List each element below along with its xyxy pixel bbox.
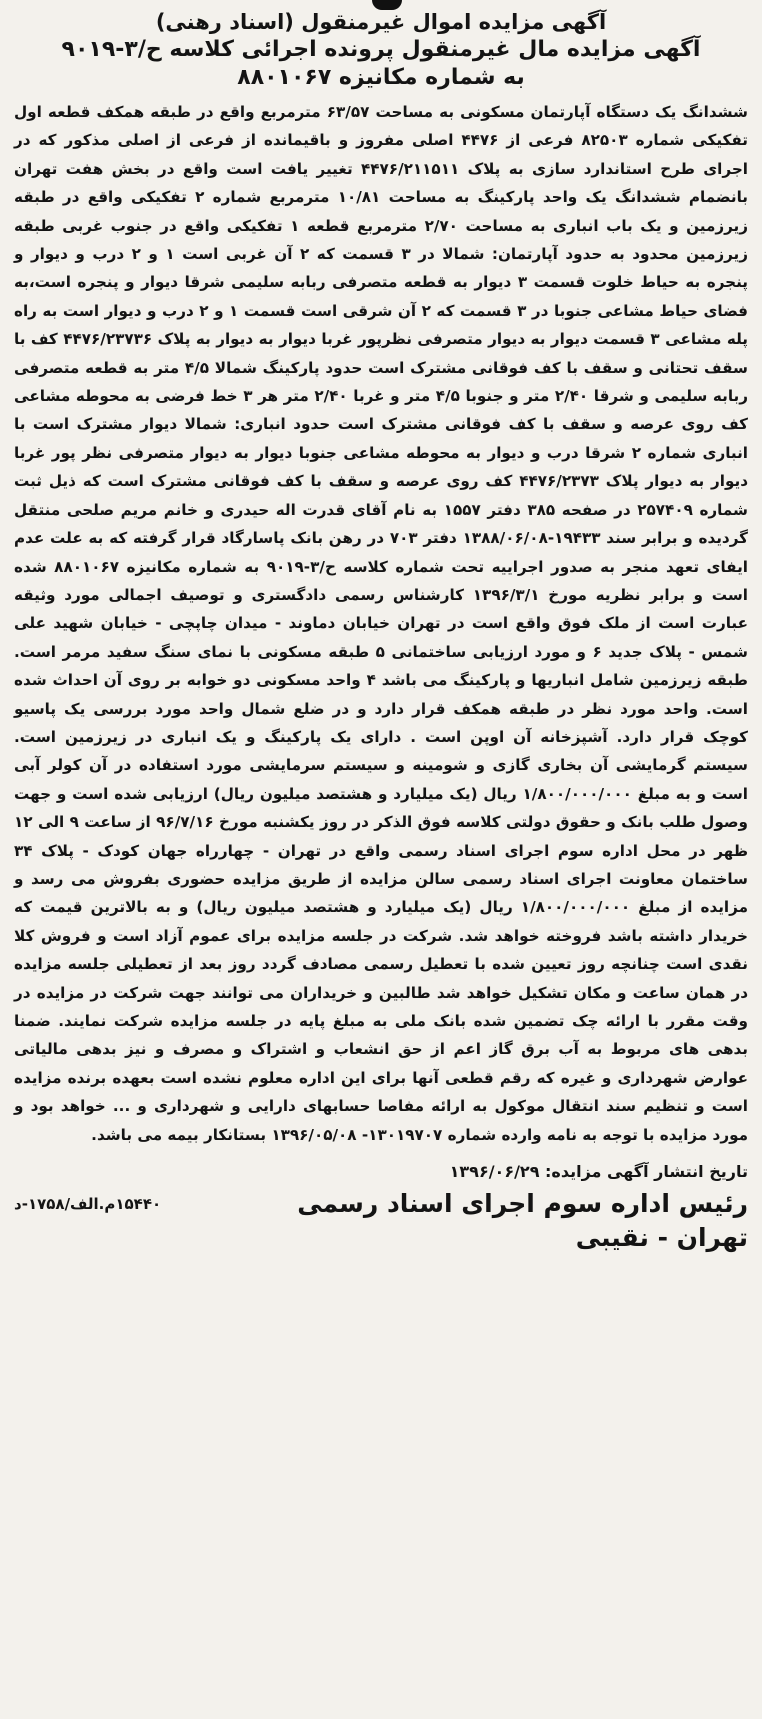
mechanized-number: به شماره مکانیزه ۸۸۰۱۰۶۷ [237,65,525,90]
notice-header [14,8,748,92]
signature-name: تهران - نقیبی [575,1223,748,1253]
signature [297,1187,748,1255]
notice-title: آگهی مزایده اموال غیرمنقول (اسناد رهنی) [155,10,607,34]
publication-date: تاریخ انتشار آگهی مزایده: ۱۳۹۶/۰۶/۲۹ [449,1162,748,1182]
notice-footer [14,1159,748,1255]
notice-code: ۱۵۴۴۰م.الف/۱۷۵۸-د [14,1195,162,1214]
signature-title: رئیس اداره سوم اجرای اسناد رسمی [297,1189,748,1219]
notice-body: ششدانگ یک دستگاه آپارتمان مسکونی به مساحت ۶۳/۵۷ مترمربع واقع در طبقه همکف قطعه اول تفکیکی شماره ۸۲۵۰۳ فرعی از ۴۴۷۶ اصلی مفروز و باقیمانده از فرعی از اصلی مذکور که در اجرای طرح استاندارد سازی به پلاک ۴۴۷۶/۲۱۱۵۱۱ تغییر یافت است واقع در بخش هفت تهران بانضمام ششدانگ یک واحد پارکینگ به مساحت ۱۰/۸۱ مترمربع شماره ۲ تفکیکی واقع در طبقه زیرزمین و یک باب انباری به مساحت ۲/۷۰ مترمربع قطعه ۱ تفکیکی واقع در جنوب غربی طبقه زیرزمین محدود به حدود آپارتمان: شمالا در ۳ قسمت که ۲ آن غربی است ۱ و ۲ درب و دیوار و پنجره به حیاط خلوت قسمت ۳ دیوار به قطعه متصرفی ربابه سلیمی شرقا دیوار و پنجره است،به فضای حیاط مشاعی جنوبا در ۳ قسمت که ۲ آن شرقی است قسمت ۱ و ۲ درب و دیوار است به راه پله مشاعی ۳ قسمت دیوار به دیوار متصرفی نظرپور غربا دیوار به دیوار به پلاک ۴۴۷۶/۲۳۷۳۶ کف با سقف تحتانی و سقف با کف فوقانی مشترک است حدود پارکینگ شمالا ۴/۵ متر به قطعه متصرفی ربابه سلیمی و شرقا ۲/۴۰ متر و جنوبا ۴/۵ متر و غربا ۲/۴۰ متر هر ۳ خط فرضی به محوطه مشاعی کف روی عرصه و سقف با کف فوقانی مشترک است حدود انباری: شمالا دیوار مشترک است با انباری شماره ۲ شرقا درب و دیوار به محوطه مشاعی جنوبا دیوار به دیوار متصرفی نظر پور غربا دیوار به دیوار پلاک ۴۴۷۶/۲۳۷۳ کف روی عرصه و سقف با کف فوقانی مشترک است که ذیل ثبت شماره ۲۵۷۴۰۹ در صفحه ۳۸۵ دفتر ۱۵۵۷ به نام آقای قدرت اله حیدری و خانم مریم صلحی منتقل گردیده و برابر سند ۱۹۴۳۳-۱۳۸۸/۰۶/۰۸ دفتر ۷۰۳ در رهن بانک پاسارگاد قرار گرفته که به علت عدم ایفای تعهد منجر به صدور اجراییه تحت شماره کلاسه ح/۳-۹۰۱۹ به شماره مکانیزه ۸۸۰۱۰۶۷ شده است و برابر نظریه مورخ ۱۳۹۶/۳/۱ کارشناس رسمی دادگستری و توصیف اجمالی مورد وثیقه عبارت است از ملک فوق واقع است در تهران خیابان دماوند - میدان چاپچی - خیابان شهید علی شمس - پلاک جدید ۶ و مورد ارزیابی ساختمانی ۵ طبقه مسکونی با نمای سنگ سفید مرمر است. طبقه زیرزمین شامل انباریها و پارکینگ می باشد ۴ واحد مسکونی دو خوابه بر روی آن احداث شده است. واحد مورد نظر در طبقه همکف قرار دارد و در ضلع شمال واحد مورد بررسی یک پاسیو کوچک قرار دارد. آشپزخانه آن اوپن است . دارای یک پارکینگ و یک انباری در زیرزمین است. سیستم گرمایشی آن بخاری گازی و شومینه و سیستم سرمایشی مورد استفاده در آن کولر آبی است و به مبلغ ۱/۸۰۰/۰۰۰/۰۰۰ ریال (یک میلیارد و هشتصد میلیون ریال) ارزیابی شده است و جهت وصول طلب بانک و حقوق دولتی کلاسه فوق الذکر در روز یکشنبه مورخ ۹۶/۷/۱۶ از ساعت ۹ الی ۱۲ ظهر در محل اداره سوم اجرای اسناد رسمی واقع در تهران - چهارراه جهان کودک - پلاک ۳۴ ساختمان معاونت اجرای اسناد رسمی سالن مزایده از طریق مزایده حضوری بفروش می رسد و مزایده از مبلغ ۱/۸۰۰/۰۰۰/۰۰۰ ریال (یک میلیارد و هشتصد میلیون ریال) و به بالاترین قیمت که خریدار داشته باشد فروخته خواهد شد. شرکت در جلسه مزایده برای عموم آزاد است و فروش کلا نقدی است چنانچه روز تعیین شده با تعطیل رسمی مصادف گردد روز بعد از تعطیلی جلسه مزایده در همان ساعت و مکان تشکیل خواهد شد طالبین و خریداران می توانند جهت شرکت در مزایده در وقت مقرر با ارائه چک تضمین شده بانک ملی به مبلغ پایه در جلسه مزایده شرکت نمایند. ضمنا بدهی های مربوط به آب برق گاز اعم از حق انشعاب و اشتراک و مصرف و نیز بدهی مالیاتی عوارض شهرداری و غیره که رقم قطعی آنها برای این اداره معلوم نشده است بعهده برنده مزایده است و تنظیم سند انتقال موکول به ارائه مفاصا حسابهای دارایی و شهرداری و ... خواهد بود و مورد مزایده با توجه به نامه وارده شماره ۱۳۰۱۹۷۰۷- ۱۳۹۶/۰۵/۰۸ بستانکار بیمه می باشد. [14,103,748,1144]
signature-block [14,1187,748,1255]
notice-subtitle: آگهی مزایده مال غیرمنقول پرونده اجرائی کلاسه ح/۳-۹۰۱۹ [61,37,701,62]
